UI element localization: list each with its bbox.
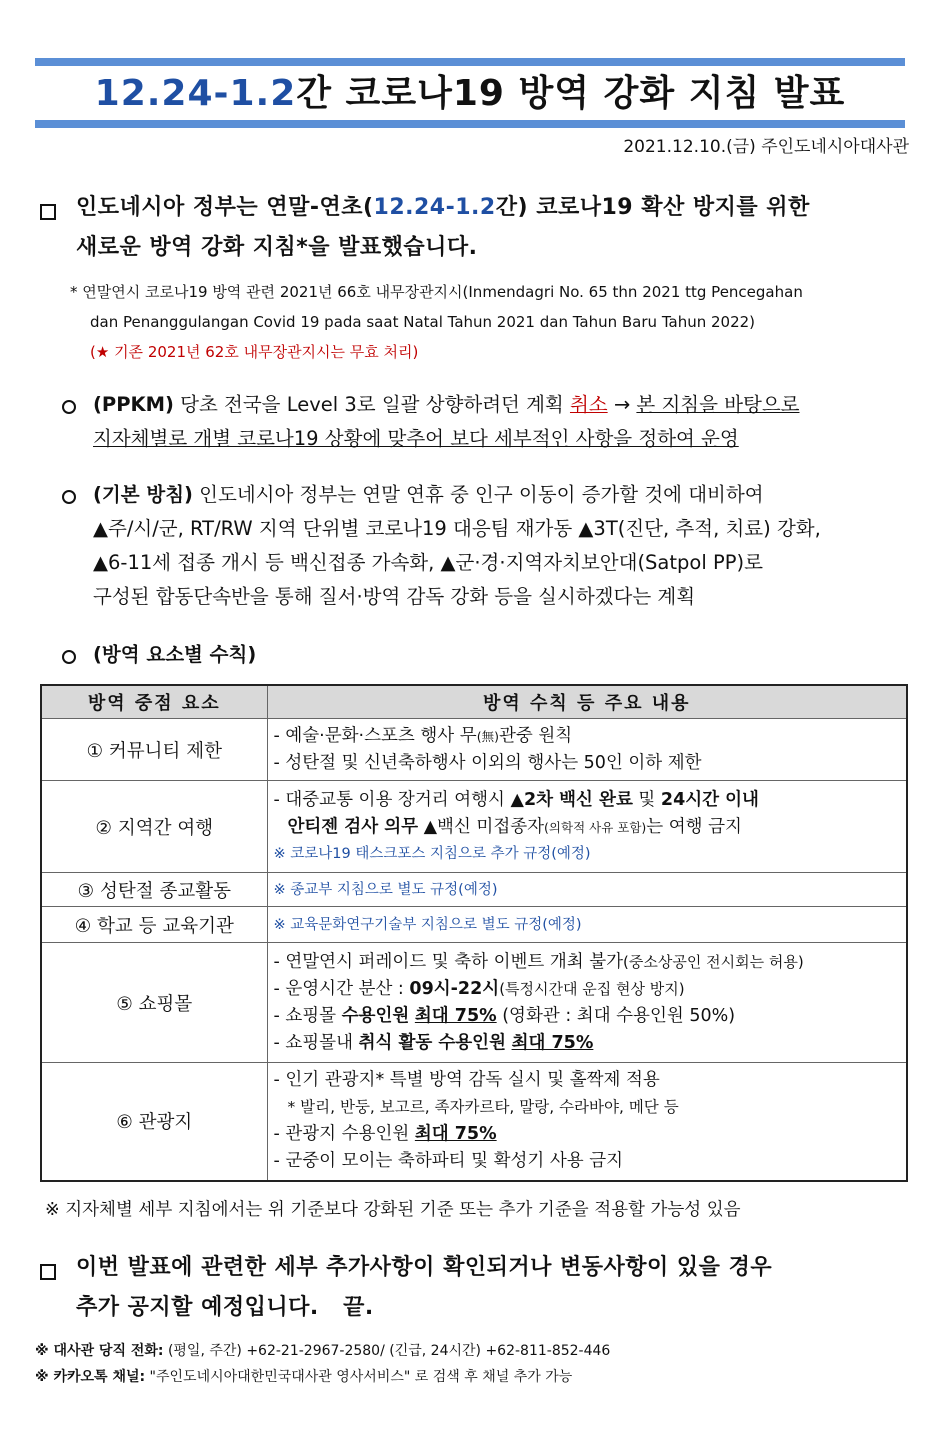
text: (중소상공인 전시회는 허용)	[623, 952, 804, 971]
main-line2: 새로운 방역 강화 지침*을 발표했습니다.	[76, 235, 478, 260]
text: (의학적 사유 포함)	[544, 819, 647, 835]
text: ※ 코로나19 태스크포스 지침으로 추가 규정(예정)	[273, 845, 591, 862]
closing-line2: 추가 공지할 예정입니다. 끝.	[76, 1295, 374, 1320]
text: - 쇼핑몰	[273, 1005, 342, 1026]
square-bullet-icon	[40, 204, 56, 220]
row-label-travel: ② 지역간 여행	[41, 781, 267, 873]
decree-note	[70, 277, 910, 367]
basic-line2: ▲주/시/군, RT/RW 지역 단위별 코로나19 대응팀 재가동 ▲3T(진단, 추적, 치료) 강화,	[93, 517, 821, 540]
main-line1-date: 12.24-1.2	[373, 195, 496, 220]
text: 최대 75%	[414, 1005, 497, 1026]
text: * 발리, 반둥, 보고르, 족자카르타, 말랑, 수라바야, 메단 등	[287, 1098, 679, 1117]
circle-bullet-icon	[62, 400, 76, 414]
text: - 인기 관광지* 특별 방역 감독 실시 및 홀짝제 적용	[273, 1070, 660, 1091]
text: (특정시간대 운집 현상 방지)	[499, 979, 685, 998]
text: 및	[632, 789, 661, 810]
text: ▲2차 백신 완료	[510, 789, 633, 810]
ppkm-label: (PPKM)	[93, 393, 174, 416]
text: - 예술·문화·스포츠 행사 무	[273, 725, 477, 746]
contact-kakao-text: "주인도네시아대한민국대사관 영사서비스" 로 검색 후 채널 추가 가능	[145, 1369, 573, 1385]
main-announcement	[76, 188, 910, 268]
row-label-community: ① 커뮤니티 제한	[41, 719, 267, 781]
text: (無)	[476, 728, 499, 744]
text: - 운영시간 분산 :	[273, 978, 410, 999]
circle-bullet-icon	[62, 490, 76, 504]
issue-date-line: 2021.12.10.(금) 주인도네시아대사관	[623, 137, 909, 157]
text: 안티젠 검사 의무	[287, 816, 419, 837]
contact-kakao-label: ※ 카카오톡 채널:	[35, 1369, 146, 1385]
basic-label: (기본 방침)	[93, 483, 193, 506]
ppkm-line1-b: 본 지침을 바탕으로	[636, 393, 800, 416]
basic-line3: ▲6-11세 접종 개시 등 백신접종 가속화, ▲군·경·지역자치보안대(Satpol PP)로	[93, 551, 763, 574]
ppkm-line2: 지자체별로 개별 코로나19 상황에 맞추어 보다 세부적인 사항을 정하여 운영	[93, 427, 739, 450]
table-row	[41, 1063, 907, 1181]
table-row	[41, 907, 907, 943]
main-line1-b: 간) 코로나19 확산 방지를 위한	[495, 195, 810, 220]
main-line1-a: 인도네시아 정부는 연말-연초(	[76, 195, 374, 220]
title-date-range: 12.24-1.2	[94, 73, 297, 114]
text: - 연말연시 퍼레이드 및 축하 이벤트 개최 불가	[273, 951, 624, 972]
text: 수용인원	[341, 1005, 410, 1026]
title-top-rule	[35, 58, 905, 66]
text: 는 여행 금지	[646, 816, 742, 837]
rules-table	[40, 684, 908, 1182]
text: - 쇼핑몰내	[273, 1032, 359, 1053]
row-label-religion: ③ 성탄절 종교활동	[41, 873, 267, 907]
text: 최대 75%	[511, 1032, 594, 1053]
ppkm-cancel: 취소	[569, 393, 608, 416]
row-content-mall	[267, 943, 907, 1063]
basic-policy-paragraph	[93, 478, 911, 614]
row-content-tourism	[267, 1063, 907, 1181]
ppkm-paragraph	[93, 388, 911, 456]
text: ▲백신 미접종자	[418, 816, 545, 837]
text: 09시-22시	[409, 978, 500, 999]
ppkm-arrow: →	[607, 393, 637, 416]
contact-kakao	[35, 1366, 572, 1386]
text: - 성탄절 및 신년축하행사 이외의 행사는 50인 이하 제한	[273, 752, 702, 773]
row-content-religion	[267, 873, 907, 907]
ppkm-line1-a: 당초 전국을 Level 3로 일괄 상향하려던 계획	[173, 393, 570, 416]
row-content-community	[267, 719, 907, 781]
row-content-travel	[267, 781, 907, 873]
note-line1: * 연말연시 코로나19 방역 관련 2021년 66호 내무장관지시(Inmendagri No. 65 thn 2021 ttg Pencegahan	[70, 283, 803, 301]
text: - 관광지 수용인원	[273, 1124, 415, 1145]
row-label-mall: ⑤ 쇼핑몰	[41, 943, 267, 1063]
title-bottom-rule	[35, 120, 905, 128]
table-row	[41, 781, 907, 873]
text: 24시간 이내	[660, 789, 759, 810]
rules-heading: (방역 요소별 수칙)	[93, 643, 257, 666]
table-footnote: ※ 지자체별 세부 지침에서는 위 기준보다 강화된 기준 또는 추가 기준을 적용할 가능성 있음	[45, 1200, 741, 1220]
closing-line1: 이번 발표에 관련한 세부 추가사항이 확인되거나 변동사항이 있을 경우	[76, 1255, 773, 1280]
table-header-element: 방역 중점 요소	[41, 685, 267, 719]
closing-notice	[76, 1248, 910, 1328]
circle-bullet-icon	[62, 650, 76, 664]
table-row	[41, 719, 907, 781]
row-label-tourism: ⑥ 관광지	[41, 1063, 267, 1181]
text: 최대 75%	[414, 1124, 497, 1145]
basic-line4: 구성된 합동단속반을 통해 질서·방역 감독 강화 등을 실시하겠다는 계획	[93, 585, 696, 608]
table-header-row	[41, 685, 907, 719]
title-text: 간 코로나19 방역 강화 지침 발표	[296, 73, 846, 114]
basic-line1: 인도네시아 정부는 연말 연휴 중 인구 이동이 증가할 것에 대비하여	[192, 483, 764, 506]
text: 취식 활동 수용인원	[358, 1032, 506, 1053]
text: 관중 원칙	[498, 725, 573, 746]
text: ※ 종교부 지침으로 별도 규정(예정)	[273, 881, 498, 898]
contact-phone	[35, 1340, 610, 1360]
text: - 군중이 모이는 축하파티 및 확성기 사용 금지	[273, 1151, 624, 1172]
text: (영화관 : 최대 수용인원 50%)	[496, 1005, 736, 1026]
table-row	[41, 943, 907, 1063]
row-content-school	[267, 907, 907, 943]
text: - 대중교통 이용 장거리 여행시	[273, 789, 511, 810]
text: ※ 교육문화연구기술부 지침으로 별도 규정(예정)	[273, 916, 582, 933]
note-line2: dan Penanggulangan Covid 19 pada saat Natal Tahun 2021 dan Tahun Baru Tahun 2022)	[90, 313, 756, 331]
table-row	[41, 873, 907, 907]
contact-phone-label: ※ 대사관 당직 전화:	[35, 1343, 164, 1359]
row-label-school: ④ 학교 등 교육기관	[41, 907, 267, 943]
square-bullet-icon	[40, 1264, 56, 1280]
table-header-content: 방역 수칙 등 주요 내용	[267, 685, 907, 719]
note-line3: (★ 기존 2021년 62호 내무장관지시는 무효 처리)	[90, 343, 419, 361]
contact-phone-text: (평일, 주간) +62-21-2967-2580/ (긴급, 24시간) +62-811-852-446	[163, 1343, 611, 1359]
page-title	[35, 68, 905, 120]
